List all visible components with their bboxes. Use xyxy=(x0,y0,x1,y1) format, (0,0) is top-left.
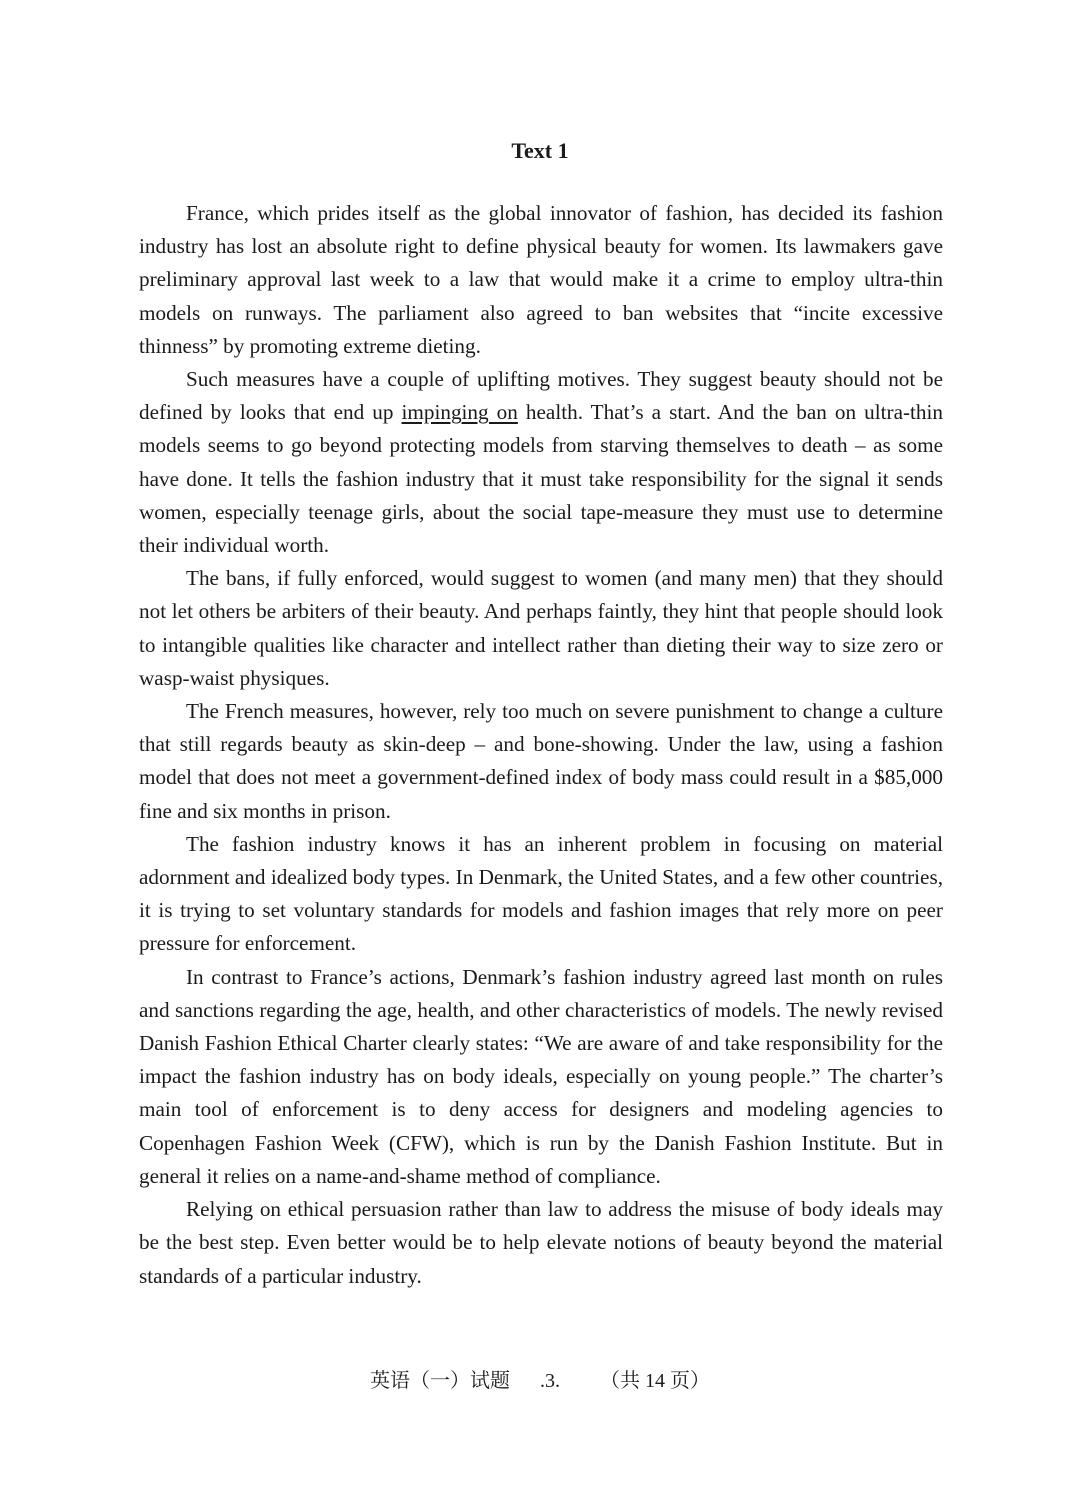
footer-subject: 英语（一）试题 xyxy=(370,1370,510,1392)
paragraph-2 xyxy=(139,363,943,562)
paragraph-3: The bans, if fully enforced, would suggest to women (and many men) that they should not let others be arbiters of their beauty. And perhaps faintly, they hint that people should look to intangible qualities like character and intellect rather than dieting their way to size zero or wasp-waist physiques. xyxy=(139,566,943,690)
paragraph-2-before: Such measures have a couple of uplifting motives. They suggest beauty should not be defined by looks that end up xyxy=(139,367,943,425)
paragraph-4: The French measures, however, rely too much on severe punishment to change a culture that still regards beauty as skin-deep – and bone-showing. Under the law, using a fashion model that does not meet a government-defined index of body mass could result in a $85,000 fine and six months in prison. xyxy=(139,699,943,823)
paragraph-1: France, which prides itself as the global innovator of fashion, has decided its fashion industry has lost an absolute right to define physical beauty for women. Its lawmakers gave preliminary approval last week to a law that would make it a crime to employ ultra-thin models on runways. The parliament also agreed to ban websites that “incite excessive thinness” by promoting extreme dieting. xyxy=(139,201,943,358)
underlined-phrase: impinging on xyxy=(401,400,518,425)
passage-title: Text 1 xyxy=(511,138,569,163)
footer-total-pages: （共 14 页） xyxy=(600,1370,710,1392)
paragraph-6: In contrast to France’s actions, Denmark’s fashion industry agreed last month on rules and sanctions regarding the age, health, and other characteristics of models. The newly revised Danish Fashion Ethical Charter clearly states: “We are aware of and take responsibility for the impact the fashion industry has on body ideals, especially on young people.” The charter’s main tool of enforcement is to deny access for designers and modeling agencies to Copenhagen Fashion Week (CFW), which is run by the Danish Fashion Institute. But in general it relies on a name-and-shame method of compliance. xyxy=(139,964,943,1188)
page-footer xyxy=(0,1367,1080,1395)
passage-body xyxy=(139,197,943,1293)
paragraph-7: Relying on ethical persuasion rather than law to address the misuse of body ideals may be the best step. Even better would be to help elevate notions of beauty beyond the material standards of a particular industry. xyxy=(139,1197,943,1288)
footer-page-number: .3. xyxy=(540,1370,560,1392)
paragraph-2-after: health. That’s a start. And the ban on ultra-thin models seems to go beyond protecting models from starving themselves to death – as some have done. It tells the fashion industry that it must take responsibility for the signal it sends women, especially teenage girls, about the social tape-measure they must use to determine their individual worth. xyxy=(139,400,944,558)
paragraph-5: The fashion industry knows it has an inherent problem in focusing on material adornment and idealized body types. In Denmark, the United States, and a few other countries, it is trying to set voluntary standards for models and fashion images that rely more on peer pressure for enforcement. xyxy=(139,831,943,956)
